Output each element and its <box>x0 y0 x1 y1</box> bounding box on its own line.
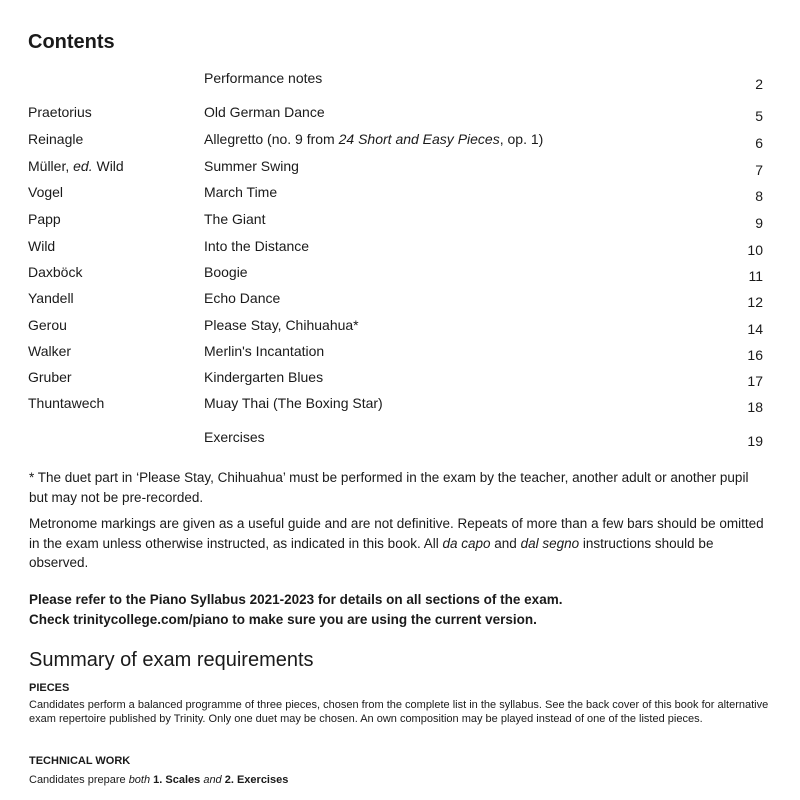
contents-entry <box>0 238 800 258</box>
text: Muay Thai (The Boxing Star) <box>204 395 383 411</box>
page-number: 5 <box>755 108 763 124</box>
text: Allegretto (no. 9 from <box>204 131 339 147</box>
composer: Wild <box>28 238 56 254</box>
composer: Daxböck <box>28 264 83 280</box>
page-number: 18 <box>747 399 763 415</box>
duet-note: * The duet part in ‘Please Stay, Chihuahua’ must be performed in the exam by the teacher, another adult or another pupil but may not be pre-recorded. <box>29 470 749 505</box>
piece-title <box>204 429 265 445</box>
text: da capo <box>442 535 491 551</box>
contents-entry <box>0 211 800 231</box>
composer: Papp <box>28 211 61 227</box>
composer: Reinagle <box>28 131 84 147</box>
page-number: 9 <box>755 215 763 231</box>
piece-title <box>204 184 277 200</box>
metronome-note <box>29 514 769 573</box>
text: instructions should be observed. <box>29 535 714 570</box>
text: Kindergarten Blues <box>204 369 324 385</box>
contents-entry <box>0 369 800 389</box>
page-number: 10 <box>747 242 763 258</box>
piece-title <box>204 290 280 306</box>
composer: Praetorius <box>28 104 92 120</box>
text: and <box>200 774 225 786</box>
composer: Yandell <box>28 290 74 306</box>
text: March Time <box>204 184 278 200</box>
page-number: 6 <box>755 135 763 151</box>
composer: Walker <box>28 343 72 359</box>
text: 24 Short and Easy Pieces <box>338 131 500 147</box>
text: Exercises <box>204 429 265 445</box>
technical-heading: TECHNICAL WORK <box>29 755 131 767</box>
composer: Thuntawech <box>28 395 105 411</box>
text: Old German Dance <box>204 104 325 120</box>
text: , op. 1) <box>499 131 544 147</box>
pieces-heading: PIECES <box>29 682 70 694</box>
page-number: 11 <box>748 268 763 284</box>
text: 1. Scales <box>150 774 201 786</box>
contents-heading: Contents <box>28 31 115 53</box>
page-number: 12 <box>747 294 763 310</box>
contents-entry <box>0 429 800 449</box>
contents-entry <box>0 395 800 415</box>
contents-entry <box>0 158 800 178</box>
contents-entry <box>0 104 800 124</box>
text: both <box>128 774 151 786</box>
text: Merlin's Incantation <box>204 343 325 359</box>
page-number: 14 <box>747 321 763 337</box>
piece-title <box>204 211 265 227</box>
piece-title <box>204 238 309 254</box>
refer-line-2: Check trinitycollege.com/piano to make sure you are using the current version. <box>29 611 537 627</box>
refer-note <box>29 590 769 629</box>
text: Candidates prepare <box>29 774 129 786</box>
piece-title <box>204 104 325 120</box>
contents-entry <box>0 131 800 151</box>
contents-entry <box>0 70 800 90</box>
page-number: 19 <box>747 433 763 449</box>
page-number: 2 <box>755 76 763 92</box>
page-number: 8 <box>755 188 763 204</box>
piece-title <box>204 369 323 385</box>
contents-entry <box>0 343 800 363</box>
composer: Gerou <box>28 317 67 333</box>
text: Into the Distance <box>204 238 310 254</box>
text: and <box>490 535 521 551</box>
contents-entry <box>0 184 800 204</box>
composer: Vogel <box>28 184 64 200</box>
piece-title <box>204 395 383 411</box>
page-number: 17 <box>747 373 763 389</box>
refer-line-1: Please refer to the Piano Syllabus 2021-2023 for details on all sections of the exam. <box>29 592 563 607</box>
text: The Giant <box>204 211 266 227</box>
text: Summer Swing <box>204 158 299 174</box>
text: Please Stay, Chihuahua* <box>204 317 359 333</box>
composer: Müller, ed. Wild <box>28 158 124 174</box>
pieces-text: Candidates perform a balanced programme of three pieces, chosen from the complete list in the syllabus. See the back cover of this book for alternative exam repertoire published by Trinity. Only one duet may be chosen. An own composition may be played instead of one of the listed pieces. <box>29 699 769 725</box>
contents-entry <box>0 264 800 284</box>
contents-entry <box>0 290 800 310</box>
text: Boogie <box>204 264 248 280</box>
contents-entry <box>0 317 800 337</box>
piece-title <box>204 343 324 359</box>
summary-heading: Summary of exam requirements <box>29 649 314 671</box>
text: Echo Dance <box>204 290 281 306</box>
technical-text <box>29 773 789 787</box>
text: dal segno <box>520 535 580 551</box>
page-number: 7 <box>755 162 763 178</box>
piece-title <box>204 131 543 147</box>
piece-title <box>204 317 359 333</box>
piece-title <box>204 158 299 174</box>
piece-title <box>204 70 322 86</box>
piece-title <box>204 264 248 280</box>
page-number: 16 <box>747 347 763 363</box>
text: 2. Exercises <box>224 774 289 786</box>
text: Metronome markings are given as a useful guide and are not definitive. Repeats of more than a few bars should be omitted in the exam unless otherwise instructed, as indicated in this book. All <box>29 516 764 551</box>
composer: Gruber <box>28 369 72 385</box>
text: Performance notes <box>204 70 323 86</box>
